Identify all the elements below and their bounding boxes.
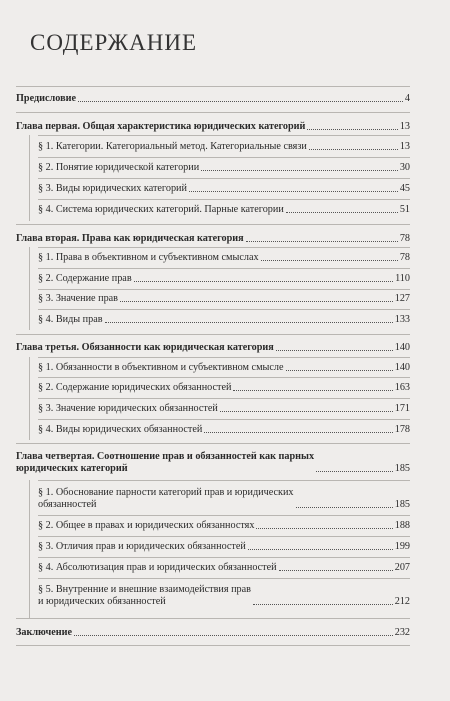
divider bbox=[38, 135, 410, 136]
divider bbox=[38, 578, 410, 579]
divider bbox=[38, 557, 410, 558]
entry-title: § 2. Понятие юридической категории bbox=[38, 162, 200, 173]
leader-dots bbox=[105, 322, 393, 323]
toc-entry-section[interactable] bbox=[38, 403, 410, 415]
leader-dots bbox=[296, 507, 393, 508]
entry-page: 199 bbox=[394, 541, 410, 552]
entry-title: Глава третья. Обязанности как юридическая категория bbox=[16, 342, 274, 353]
leader-dots bbox=[134, 281, 393, 282]
leader-dots bbox=[201, 170, 398, 171]
leader-dots bbox=[261, 260, 398, 261]
leader-dots bbox=[279, 570, 393, 571]
entry-title: § 3. Виды юридических категорий bbox=[38, 183, 187, 194]
toc-entry-chapter-2[interactable] bbox=[16, 233, 410, 245]
entry-page: 13 bbox=[399, 121, 410, 132]
toc-entry-section[interactable] bbox=[38, 562, 410, 574]
entry-page: 51 bbox=[399, 204, 410, 215]
divider bbox=[16, 618, 410, 619]
entry-title: § 1. Права в объективном и субъективном смыслах bbox=[38, 252, 259, 263]
toc-entry-section[interactable] bbox=[38, 382, 410, 394]
toc-entry-section[interactable] bbox=[38, 487, 410, 511]
entry-page: 13 bbox=[399, 141, 410, 152]
entry-title: § 2. Содержание юридических обязанностей bbox=[38, 382, 232, 393]
toc-entry-section[interactable] bbox=[38, 293, 410, 305]
page-title: СОДЕРЖАНИЕ bbox=[30, 30, 198, 55]
divider bbox=[38, 419, 410, 420]
entry-page: 4 bbox=[404, 93, 410, 104]
leader-dots bbox=[120, 301, 393, 302]
leader-dots bbox=[276, 350, 393, 351]
toc-entry-section[interactable] bbox=[38, 424, 410, 436]
entry-page: 78 bbox=[399, 233, 410, 244]
entry-page: 110 bbox=[395, 273, 410, 284]
entry-page: 185 bbox=[394, 499, 410, 510]
leader-dots bbox=[220, 411, 393, 412]
entry-page: 212 bbox=[394, 596, 410, 607]
entry-title: § 4. Виды юридических обязанностей bbox=[38, 424, 203, 435]
leader-dots bbox=[307, 129, 397, 130]
entry-page: 127 bbox=[394, 293, 410, 304]
divider bbox=[38, 480, 410, 481]
toc-entry-conclusion[interactable] bbox=[16, 627, 410, 639]
entry-page: 232 bbox=[394, 627, 410, 638]
divider bbox=[38, 377, 410, 378]
entry-title: Предисловие bbox=[16, 93, 76, 104]
toc-entry-section[interactable] bbox=[38, 584, 410, 608]
entry-page: 133 bbox=[394, 314, 410, 325]
entry-title: Глава первая. Общая характеристика юридических категорий bbox=[16, 121, 306, 132]
divider bbox=[16, 224, 410, 225]
section-rule bbox=[29, 357, 30, 440]
leader-dots bbox=[286, 212, 398, 213]
entry-title: § 3. Значение юридических обязанностей bbox=[38, 403, 218, 414]
toc-entry-chapter-3[interactable] bbox=[16, 342, 410, 354]
entry-title-line-2: обязанностей bbox=[38, 499, 97, 510]
divider bbox=[38, 536, 410, 537]
divider bbox=[38, 398, 410, 399]
entry-title: § 2. Общее в правах и юридических обязанностях bbox=[38, 520, 255, 531]
divider bbox=[38, 357, 410, 358]
entry-page: 185 bbox=[394, 463, 410, 474]
entry-page: 163 bbox=[394, 382, 410, 393]
leader-dots bbox=[204, 432, 392, 433]
toc-entry-chapter-4[interactable] bbox=[16, 451, 410, 475]
divider bbox=[16, 334, 410, 335]
entry-title: § 3. Значение прав bbox=[38, 293, 118, 304]
leader-dots bbox=[78, 101, 403, 102]
entry-title: § 4. Виды прав bbox=[38, 314, 103, 325]
leader-dots bbox=[253, 604, 393, 605]
toc-entry-chapter-1[interactable] bbox=[16, 121, 410, 133]
leader-dots bbox=[256, 528, 392, 529]
entry-title: § 1. Обязанности в объективном и субъективном смысле bbox=[38, 362, 284, 373]
divider bbox=[38, 157, 410, 158]
divider bbox=[38, 268, 410, 269]
entry-page: 78 bbox=[399, 252, 410, 263]
toc-entry-section[interactable] bbox=[38, 141, 410, 153]
leader-dots bbox=[74, 635, 393, 636]
entry-page: 188 bbox=[394, 520, 410, 531]
entry-page: 45 bbox=[399, 183, 410, 194]
divider bbox=[16, 443, 410, 444]
toc-entry-section[interactable] bbox=[38, 183, 410, 195]
leader-dots bbox=[248, 549, 393, 550]
entry-title: § 4. Абсолютизация прав и юридических обязанностей bbox=[38, 562, 277, 573]
divider bbox=[38, 178, 410, 179]
divider bbox=[16, 86, 410, 87]
entry-title: § 4. Система юридических категорий. Парные категории bbox=[38, 204, 284, 215]
leader-dots bbox=[233, 390, 392, 391]
divider bbox=[38, 515, 410, 516]
entry-title: Глава вторая. Права как юридическая категория bbox=[16, 233, 244, 244]
leader-dots bbox=[246, 241, 398, 242]
entry-page: 140 bbox=[394, 342, 410, 353]
toc-entry-section[interactable] bbox=[38, 273, 410, 285]
divider bbox=[38, 247, 410, 248]
entry-title: § 1. Категории. Категориальный метод. Категориальные связи bbox=[38, 141, 307, 152]
leader-dots bbox=[316, 471, 393, 472]
divider bbox=[38, 199, 410, 200]
entry-page: 140 bbox=[394, 362, 410, 373]
entry-page: 207 bbox=[394, 562, 410, 573]
entry-title: § 2. Содержание прав bbox=[38, 273, 132, 284]
divider bbox=[16, 112, 410, 113]
section-rule bbox=[29, 247, 30, 330]
toc-entry-section[interactable] bbox=[38, 252, 410, 264]
entry-title-line-1: § 1. Обоснование парности категорий прав и юридических bbox=[38, 487, 294, 498]
toc-entry-section[interactable] bbox=[38, 204, 410, 216]
leader-dots bbox=[189, 191, 398, 192]
leader-dots bbox=[286, 370, 393, 371]
divider bbox=[38, 309, 410, 310]
toc-entry-section[interactable] bbox=[38, 162, 410, 174]
entry-page: 171 bbox=[394, 403, 410, 414]
toc-entry-preface[interactable] bbox=[16, 93, 410, 105]
entry-title: § 3. Отличия прав и юридических обязанностей bbox=[38, 541, 246, 552]
entry-page: 30 bbox=[399, 162, 410, 173]
toc-entry-section[interactable] bbox=[38, 314, 410, 326]
entry-page: 178 bbox=[394, 424, 410, 435]
entry-title-line-1: § 5. Внутренние и внешние взаимодействия прав bbox=[38, 584, 251, 595]
entry-title-line-1: Глава четвертая. Соотношение прав и обязанностей как парных bbox=[16, 451, 315, 462]
toc-entry-section[interactable] bbox=[38, 362, 410, 374]
leader-dots bbox=[309, 149, 398, 150]
toc-entry-section[interactable] bbox=[38, 541, 410, 553]
section-rule bbox=[29, 480, 30, 618]
section-rule bbox=[29, 135, 30, 221]
entry-title-line-2: и юридических обязанностей bbox=[38, 596, 166, 607]
entry-title-line-2: юридических категорий bbox=[16, 463, 128, 474]
entry-title: Заключение bbox=[16, 627, 72, 638]
divider bbox=[16, 645, 410, 646]
toc-entry-section[interactable] bbox=[38, 520, 410, 532]
divider bbox=[38, 289, 410, 290]
